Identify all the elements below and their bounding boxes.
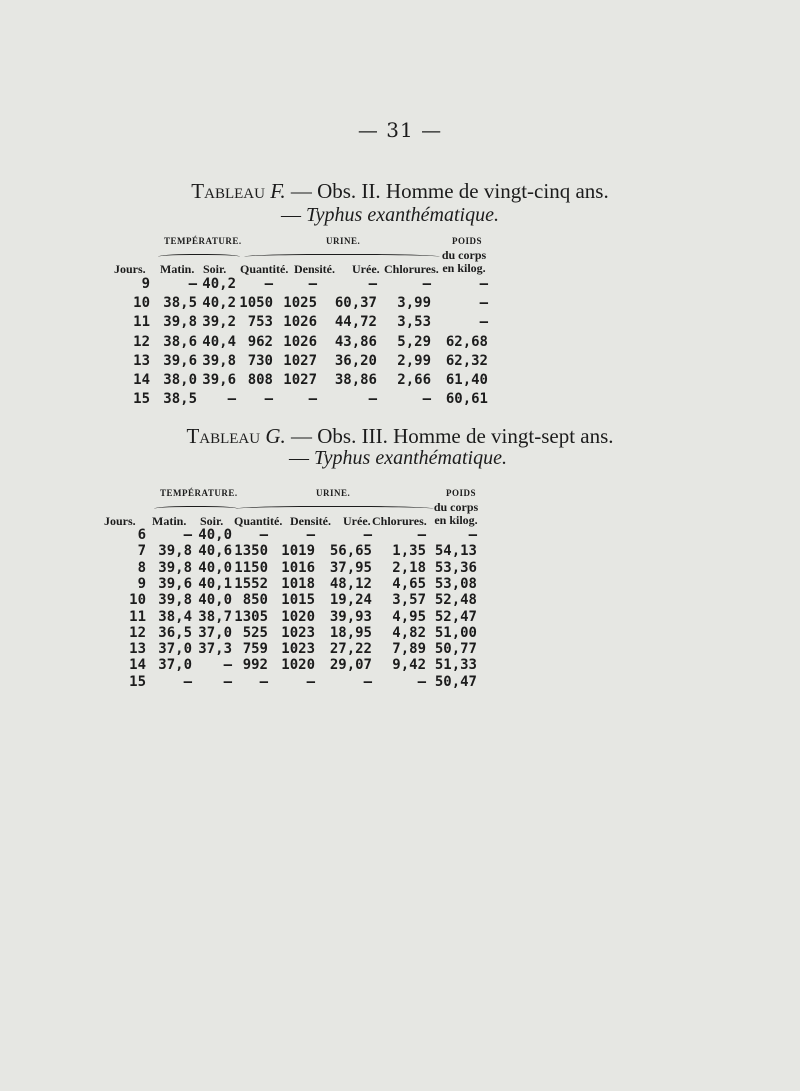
cell-poids: 61,40 bbox=[445, 372, 488, 388]
cell-quantite: 759 bbox=[242, 641, 268, 658]
cell-quantite: 525 bbox=[242, 624, 268, 641]
table-g-urine-brace bbox=[236, 506, 434, 513]
cell-uree: — bbox=[368, 276, 377, 292]
cell-soir: 37,3 bbox=[198, 641, 232, 658]
cell-poids: — bbox=[479, 295, 488, 312]
cell-soir: 39,8 bbox=[202, 352, 236, 369]
cell-quantite: 962 bbox=[247, 333, 273, 350]
cell-matin: 36,5 bbox=[158, 624, 192, 641]
table-g-title-rest: — Obs. III. Homme de vingt-sept ans. bbox=[285, 424, 614, 448]
cell-chlorures: 2,18 bbox=[392, 559, 426, 576]
table-g-head-uree: Urée. bbox=[343, 514, 371, 528]
table-g-group-poids: POIDS bbox=[446, 488, 477, 498]
cell-poids: 50,77 bbox=[434, 641, 477, 658]
cell-matin: 38,4 bbox=[158, 608, 192, 625]
cell-uree: 27,22 bbox=[329, 641, 372, 658]
table-g-head-quantite: Quantité. bbox=[234, 514, 283, 528]
cell-matin: — bbox=[183, 673, 192, 690]
cell-chlorures: 2,66 bbox=[397, 372, 431, 388]
cell-uree: 19,24 bbox=[329, 592, 372, 609]
cell-densite: 1026 bbox=[283, 314, 317, 331]
cell-matin: 38,6 bbox=[163, 333, 197, 350]
cell-matin: 39,8 bbox=[163, 314, 197, 331]
table-g-subtitle-text: Typhus exanthématique. bbox=[314, 447, 507, 469]
cell-quantite: 1305 bbox=[234, 608, 268, 625]
cell-soir: 39,2 bbox=[202, 314, 236, 331]
cell-densite: 1023 bbox=[281, 624, 315, 641]
cell-densite: 1027 bbox=[283, 352, 317, 369]
table-g-head-densite: Densité. bbox=[290, 514, 331, 528]
cell-densite: 1015 bbox=[281, 592, 315, 609]
cell-chlorures: 3,99 bbox=[397, 295, 431, 312]
cell-soir: 40,0 bbox=[198, 559, 232, 576]
table-g-head-matin: Matin. bbox=[152, 514, 187, 528]
cell-soir: 40,0 bbox=[198, 527, 232, 543]
table-g-head-jours: Jours. bbox=[104, 514, 136, 528]
cell-soir: — bbox=[223, 657, 232, 674]
cell-chlorures: 3,57 bbox=[392, 592, 426, 609]
cell-jours: 13 bbox=[133, 352, 150, 369]
table-f-group-urine: URINE. bbox=[326, 236, 361, 246]
cell-densite: 1026 bbox=[283, 333, 317, 350]
cell-densite: 1020 bbox=[281, 608, 315, 625]
cell-uree: 37,95 bbox=[329, 559, 372, 576]
cell-poids: 60,61 bbox=[445, 391, 488, 408]
cell-uree: 56,65 bbox=[329, 543, 372, 560]
cell-chlorures: 5,29 bbox=[397, 333, 431, 350]
cell-jours: 6 bbox=[137, 527, 146, 543]
cell-soir: 40,6 bbox=[198, 543, 232, 560]
table-f-head-poids: du corps en kilog. bbox=[441, 248, 487, 275]
cell-chlorures: — bbox=[417, 673, 426, 690]
cell-matin: 37,0 bbox=[158, 657, 192, 674]
table-f-head-soir: Soir. bbox=[203, 262, 227, 276]
cell-matin: — bbox=[188, 276, 197, 292]
cell-jours: 12 bbox=[133, 333, 150, 350]
cell-quantite: 753 bbox=[247, 314, 273, 331]
cell-jours: 9 bbox=[137, 575, 146, 592]
table-f-title-rest: — Obs. II. Homme de vingt-cinq ans. bbox=[285, 179, 609, 203]
cell-jours: 14 bbox=[129, 657, 146, 674]
cell-densite: 1016 bbox=[281, 559, 315, 576]
cell-soir: — bbox=[223, 673, 232, 690]
cell-uree: 38,86 bbox=[334, 372, 377, 388]
table-f-head-jours: Jours. bbox=[114, 262, 146, 276]
table-f-urine-brace bbox=[244, 254, 440, 261]
table-f-title-letter: F. bbox=[270, 179, 286, 203]
cell-quantite: — bbox=[264, 391, 273, 408]
cell-jours: 11 bbox=[129, 608, 146, 625]
cell-jours: 7 bbox=[137, 543, 146, 560]
cell-quantite: 850 bbox=[242, 592, 268, 609]
table-g-temperature-brace bbox=[154, 506, 238, 513]
cell-soir: 37,0 bbox=[198, 624, 232, 641]
cell-matin: 38,5 bbox=[163, 295, 197, 312]
table-g-group-urine: URINE. bbox=[316, 488, 351, 498]
cell-poids: — bbox=[468, 527, 477, 543]
table-f-head-quantite: Quantité. bbox=[240, 262, 289, 276]
cell-quantite: — bbox=[264, 276, 273, 292]
cell-poids: 53,36 bbox=[434, 559, 477, 576]
cell-chlorures: 4,65 bbox=[392, 575, 426, 592]
cell-densite: 1025 bbox=[283, 295, 317, 312]
cell-chlorures: — bbox=[417, 527, 426, 543]
cell-densite: 1020 bbox=[281, 657, 315, 674]
cell-poids: 52,47 bbox=[434, 608, 477, 625]
cell-matin: 38,0 bbox=[163, 372, 197, 388]
cell-quantite: 1150 bbox=[234, 559, 268, 576]
cell-matin: 38,5 bbox=[163, 391, 197, 408]
cell-uree: — bbox=[363, 527, 372, 543]
cell-uree: — bbox=[363, 673, 372, 690]
cell-chlorures: 7,89 bbox=[392, 641, 426, 658]
cell-densite: 1027 bbox=[283, 372, 317, 388]
cell-uree: 48,12 bbox=[329, 575, 372, 592]
cell-poids: 50,47 bbox=[434, 673, 477, 690]
cell-poids: 51,33 bbox=[434, 657, 477, 674]
cell-chlorures: 2,99 bbox=[397, 352, 431, 369]
cell-jours: 15 bbox=[133, 391, 150, 408]
cell-poids: 54,13 bbox=[434, 543, 477, 560]
table-g-head-chlorures: Chlorures. bbox=[372, 514, 427, 528]
cell-jours: 12 bbox=[129, 624, 146, 641]
cell-uree: 36,20 bbox=[334, 352, 377, 369]
cell-chlorures: 1,35 bbox=[392, 543, 426, 560]
cell-poids: 62,32 bbox=[445, 352, 488, 369]
table-g-subtitle-dash: — bbox=[289, 447, 315, 469]
cell-densite: 1018 bbox=[281, 575, 315, 592]
page-number: — 31 — bbox=[357, 118, 443, 142]
cell-soir: 40,2 bbox=[202, 295, 236, 312]
cell-chlorures: — bbox=[422, 276, 431, 292]
cell-soir: 39,6 bbox=[202, 372, 236, 388]
cell-matin: 39,6 bbox=[163, 352, 197, 369]
cell-uree: 18,95 bbox=[329, 624, 372, 641]
cell-quantite: 730 bbox=[247, 352, 273, 369]
cell-uree: 29,07 bbox=[329, 657, 372, 674]
cell-soir: 38,7 bbox=[198, 608, 232, 625]
cell-densite: — bbox=[306, 673, 315, 690]
cell-uree: 43,86 bbox=[334, 333, 377, 350]
cell-poids: — bbox=[479, 276, 488, 292]
cell-quantite: 1350 bbox=[234, 543, 268, 560]
table-f-subtitle bbox=[0, 204, 790, 227]
table-f-subtitle-dash: — bbox=[281, 204, 307, 226]
cell-jours: 9 bbox=[141, 276, 150, 292]
cell-densite: 1023 bbox=[281, 641, 315, 658]
cell-densite: — bbox=[308, 391, 317, 408]
table-g-subtitle bbox=[0, 447, 798, 470]
cell-jours: 10 bbox=[129, 592, 146, 609]
cell-matin: 39,6 bbox=[158, 575, 192, 592]
cell-chlorures: 4,95 bbox=[392, 608, 426, 625]
table-f-head-uree: Urée. bbox=[352, 262, 380, 276]
cell-densite: — bbox=[308, 276, 317, 292]
cell-chlorures: — bbox=[422, 391, 431, 408]
cell-uree: 39,93 bbox=[329, 608, 372, 625]
cell-uree: — bbox=[368, 391, 377, 408]
cell-uree: 60,37 bbox=[334, 295, 377, 312]
cell-quantite: — bbox=[259, 527, 268, 543]
cell-poids: — bbox=[479, 314, 488, 331]
table-f-temperature-brace bbox=[158, 254, 240, 261]
cell-poids: 51,00 bbox=[434, 624, 477, 641]
cell-densite: — bbox=[306, 527, 315, 543]
table-g-head-poids: du corps en kilog. bbox=[433, 500, 479, 527]
cell-poids: 62,68 bbox=[445, 333, 488, 350]
cell-matin: 39,8 bbox=[158, 559, 192, 576]
table-f-head-matin: Matin. bbox=[160, 262, 195, 276]
table-f-title-prefix: Tableau bbox=[191, 179, 265, 203]
cell-jours: 13 bbox=[129, 641, 146, 658]
cell-quantite: 808 bbox=[247, 372, 273, 388]
table-g-group-temperature: TEMPÉRATURE. bbox=[160, 488, 238, 498]
table-g-title-prefix: Tableau bbox=[186, 424, 261, 448]
cell-jours: 8 bbox=[137, 559, 146, 576]
table-f-group-poids: POIDS bbox=[452, 236, 483, 246]
cell-soir: 40,1 bbox=[198, 575, 232, 592]
cell-jours: 15 bbox=[129, 673, 146, 690]
table-f-title bbox=[0, 178, 800, 204]
cell-soir: — bbox=[227, 391, 236, 408]
cell-uree: 44,72 bbox=[334, 314, 377, 331]
cell-chlorures: 9,42 bbox=[392, 657, 426, 674]
cell-jours: 11 bbox=[133, 314, 150, 331]
cell-jours: 10 bbox=[133, 295, 150, 312]
cell-poids: 53,08 bbox=[434, 575, 477, 592]
cell-jours: 14 bbox=[133, 372, 150, 388]
table-f-group-temperature: TEMPÉRATURE. bbox=[164, 236, 242, 246]
cell-soir: 40,2 bbox=[202, 276, 236, 292]
cell-soir: 40,4 bbox=[202, 333, 236, 350]
cell-quantite: — bbox=[259, 673, 268, 690]
cell-densite: 1019 bbox=[281, 543, 315, 560]
cell-matin: 37,0 bbox=[158, 641, 192, 658]
table-g-title-letter: G. bbox=[265, 424, 286, 448]
cell-matin: 39,8 bbox=[158, 543, 192, 560]
cell-matin: 39,8 bbox=[158, 592, 192, 609]
cell-matin: — bbox=[183, 527, 192, 543]
table-g-head-soir: Soir. bbox=[200, 514, 224, 528]
cell-poids: 52,48 bbox=[434, 592, 477, 609]
cell-chlorures: 4,82 bbox=[392, 624, 426, 641]
table-g-title bbox=[0, 423, 800, 449]
cell-quantite: 1050 bbox=[239, 295, 273, 312]
table-f-subtitle-text: Typhus exanthématique. bbox=[306, 204, 499, 226]
cell-chlorures: 3,53 bbox=[397, 314, 431, 331]
cell-quantite: 992 bbox=[242, 657, 268, 674]
cell-soir: 40,0 bbox=[198, 592, 232, 609]
table-f-head-densite: Densité. bbox=[294, 262, 335, 276]
cell-quantite: 1552 bbox=[234, 575, 268, 592]
table-f-head-chlorures: Chlorures. bbox=[384, 262, 439, 276]
